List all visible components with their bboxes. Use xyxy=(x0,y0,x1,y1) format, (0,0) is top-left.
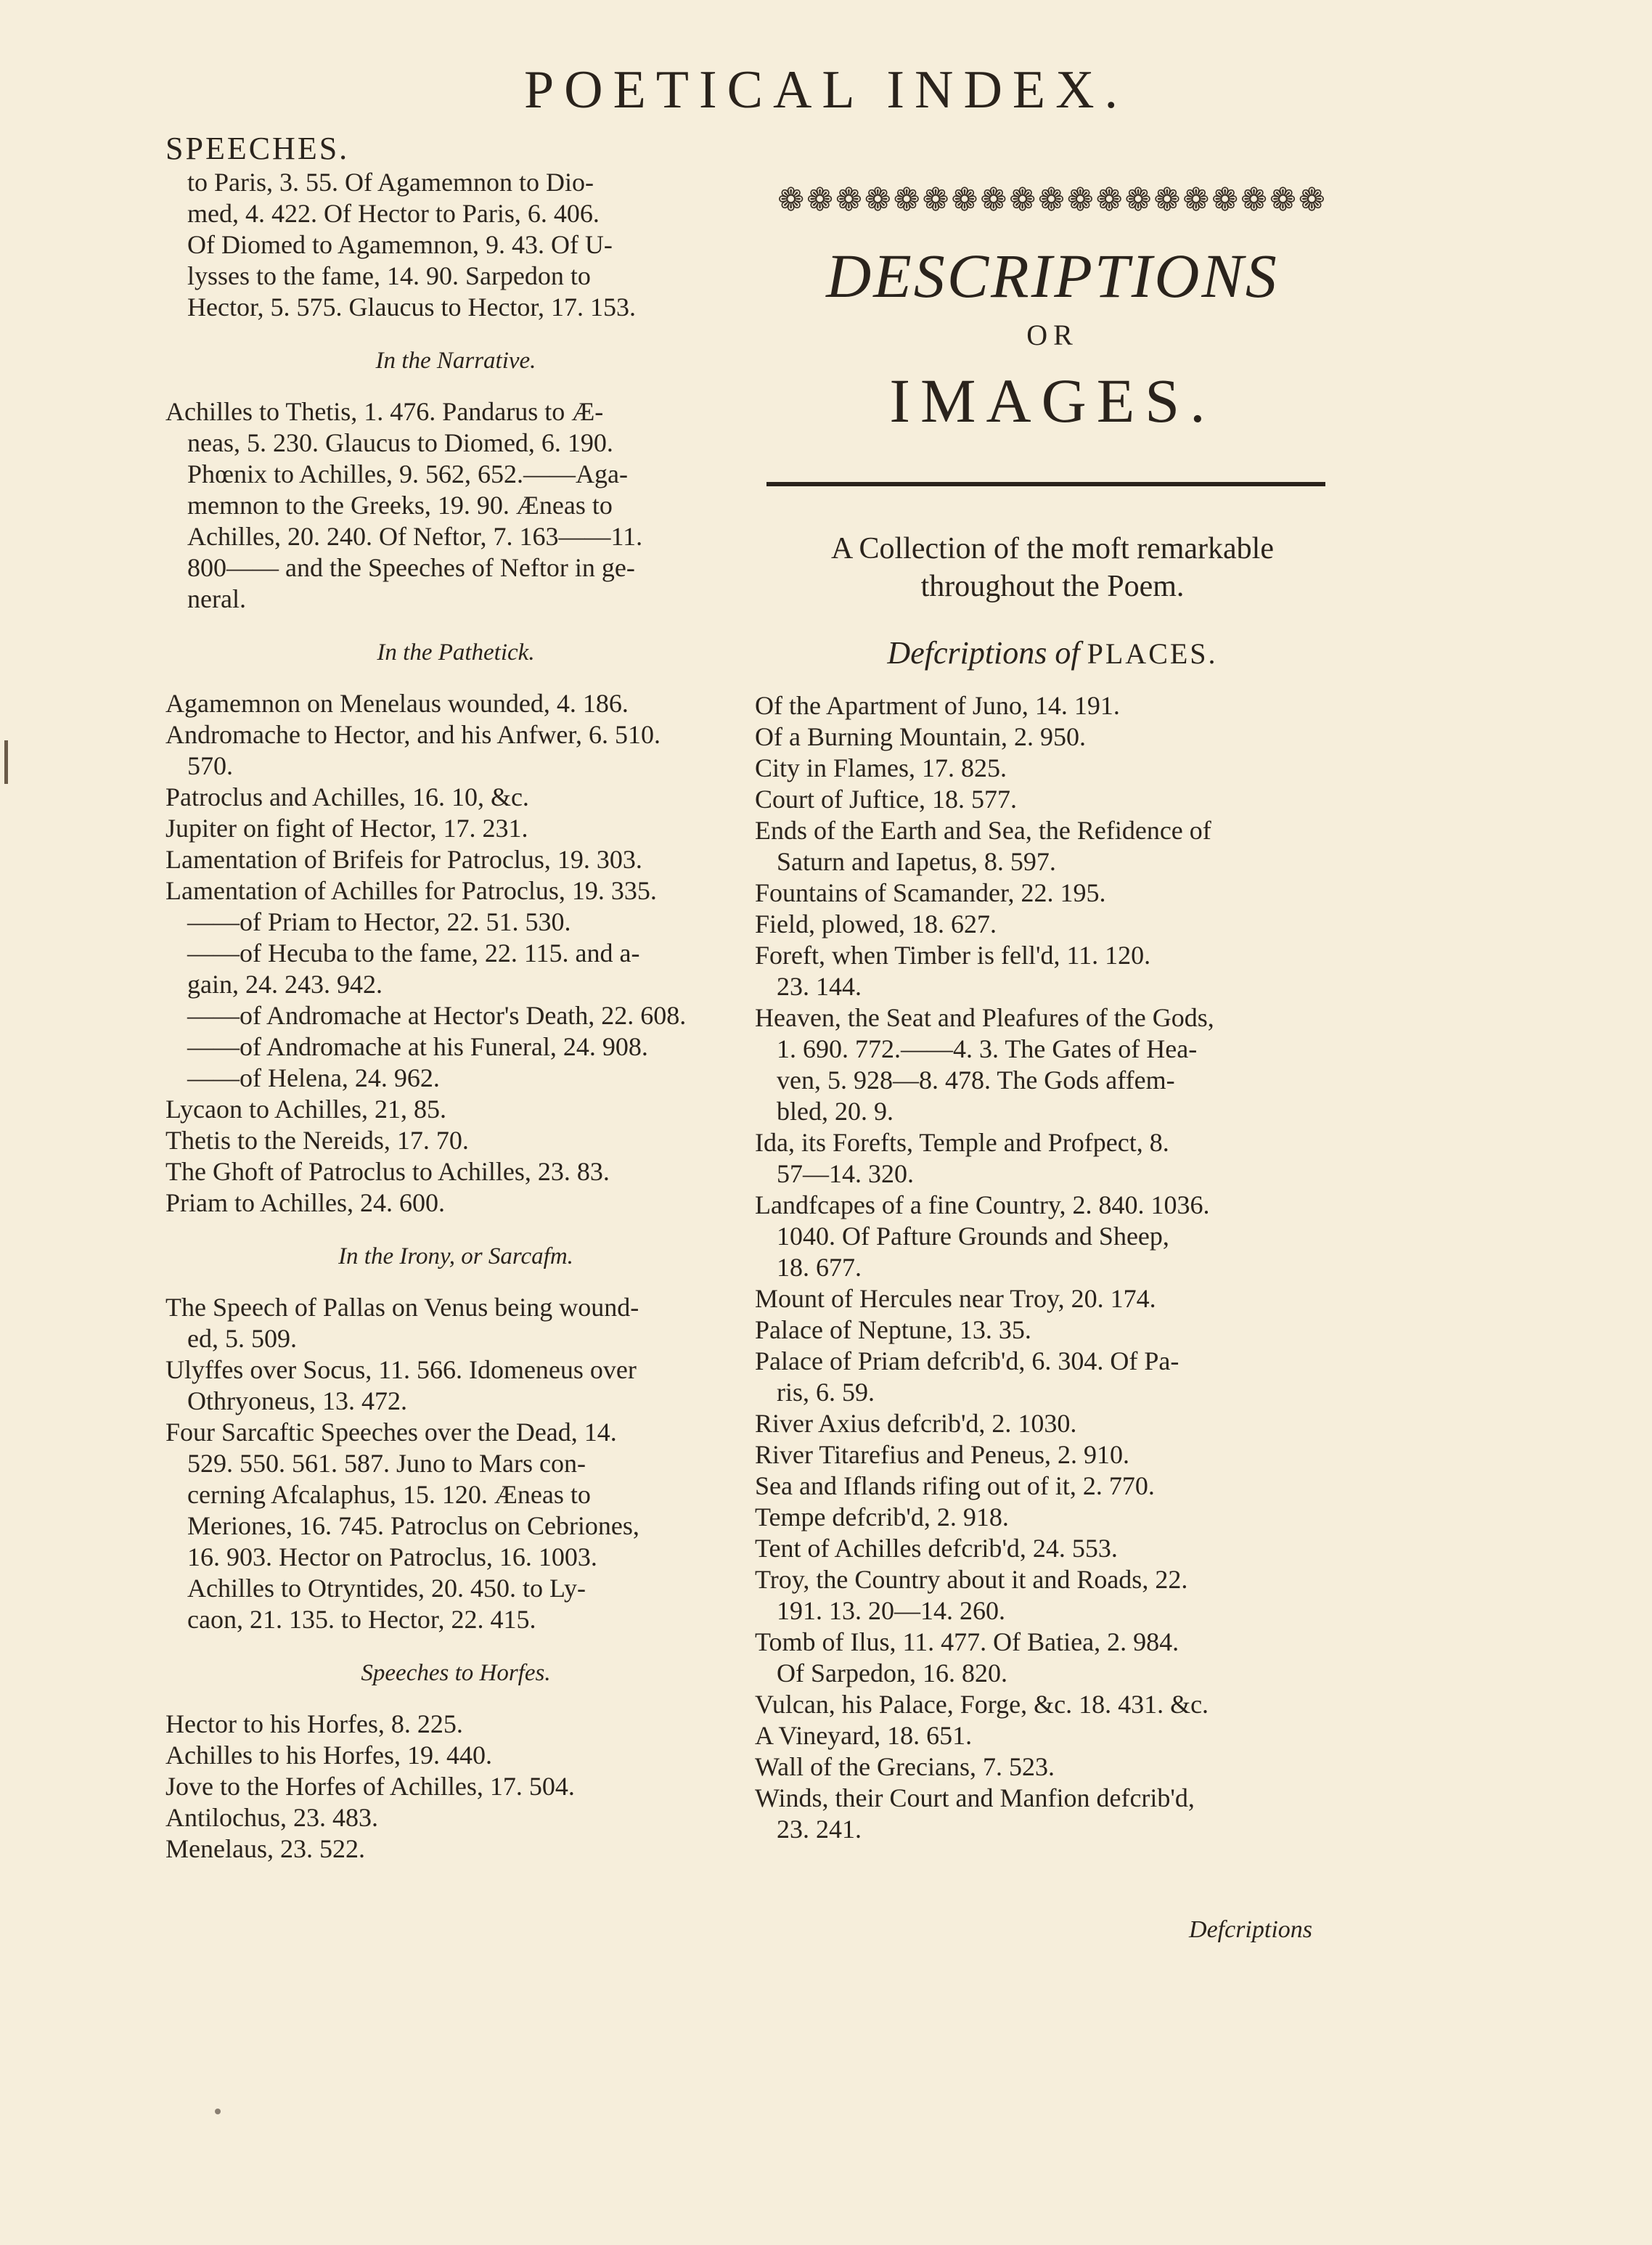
place-entry: Wall of the Grecians, 7. 523. xyxy=(755,1752,1055,1781)
places-heading xyxy=(755,634,1350,671)
place-entry: Ends of the Earth and Sea, the Refidence of xyxy=(755,816,1211,845)
images-title: IMAGES. xyxy=(889,366,1216,435)
index-line: Othryoneus, 13. 472. xyxy=(187,1386,407,1415)
index-line: Agamemnon on Menelaus wounded, 4. 186. xyxy=(165,689,629,718)
place-entry: Field, plowed, 18. 627. xyxy=(755,909,997,939)
place-entry: Sea and Iflands rifing out of it, 2. 770. xyxy=(755,1471,1155,1500)
index-line: 16. 903. Hector on Patroclus, 16. 1003. xyxy=(187,1542,597,1571)
index-line: Patroclus and Achilles, 16. 10, &c. xyxy=(165,782,529,811)
place-entry: 191. 13. 20—14. 260. xyxy=(777,1596,1005,1625)
index-line: Antilochus, 23. 483. xyxy=(165,1803,378,1832)
place-entry: 57—14. 320. xyxy=(777,1159,914,1188)
intro-text xyxy=(755,530,1350,605)
index-line: 570. xyxy=(187,751,233,780)
index-line: ——of Priam to Hector, 22. 51. 530. xyxy=(187,907,571,936)
section-pathetick xyxy=(165,639,746,1219)
place-entry: Court of Juftice, 18. 577. xyxy=(755,785,1017,814)
index-line: 800—— and the Speeches of Neftor in ge- xyxy=(187,553,635,582)
index-line: Lycaon to Achilles, 21, 85. xyxy=(165,1095,446,1124)
place-entry: Vulcan, his Palace, Forge, &c. 18. 431. &c. xyxy=(755,1690,1209,1719)
index-line: Thetis to the Nereids, 17. 70. xyxy=(165,1126,469,1155)
place-entry: Tomb of Ilus, 11. 477. Of Batiea, 2. 984. xyxy=(755,1627,1179,1656)
index-line: Achilles, 20. 240. Of Neftor, 7. 163——11. xyxy=(187,522,643,551)
section-irony xyxy=(165,1243,746,1635)
ink-blot xyxy=(215,2109,221,2114)
index-line: Priam to Achilles, 24. 600. xyxy=(165,1188,445,1217)
intro-line: A Collection of the moft remarkable xyxy=(831,532,1274,565)
index-line: Lamentation of Brifeis for Patroclus, 19. 303. xyxy=(165,845,642,874)
places-heading-italic: Defcriptions of xyxy=(887,635,1080,671)
places-heading-caps: PLACES. xyxy=(1087,637,1218,670)
index-line: The Ghoft of Patroclus to Achilles, 23. 83. xyxy=(165,1157,610,1186)
index-line: Lamentation of Achilles for Patroclus, 19. 335. xyxy=(165,876,657,905)
descriptions-title: DESCRIPTIONS xyxy=(826,241,1279,311)
index-line: Phœnix to Achilles, 9. 562, 652.——Aga- xyxy=(187,459,628,488)
fleuron-ornament: ❁❁❁❁❁❁❁❁❁❁❁❁❁❁❁❁❁❁❁ xyxy=(777,182,1328,218)
index-line: 529. 550. 561. 587. Juno to Mars con- xyxy=(187,1449,586,1478)
place-entry: 1. 690. 772.——4. 3. The Gates of Hea- xyxy=(777,1034,1198,1063)
index-line: memnon to the Greeks, 19. 90. Æneas to xyxy=(187,491,613,520)
speeches-heading: SPEECHES. xyxy=(165,131,350,166)
index-line: lysses to the fame, 14. 90. Sarpedon to xyxy=(187,261,591,290)
index-line: Jupiter on fight of Hector, 17. 231. xyxy=(165,814,528,843)
place-entry: A Vineyard, 18. 651. xyxy=(755,1721,973,1750)
index-line: Four Sarcaftic Speeches over the Dead, 14. xyxy=(165,1418,617,1447)
place-entry: bled, 20. 9. xyxy=(777,1097,894,1126)
place-entry: Saturn and Iapetus, 8. 597. xyxy=(777,847,1056,876)
index-line: Jove to the Horfes of Achilles, 17. 504. xyxy=(165,1772,575,1801)
index-line: Meriones, 16. 745. Patroclus on Cebriones, xyxy=(187,1511,639,1540)
divider-rule xyxy=(766,482,1325,486)
place-entry: 23. 144. xyxy=(777,972,862,1001)
section-title: In the Irony, or Sarcafm. xyxy=(338,1243,573,1269)
place-entry: Heaven, the Seat and Pleafures of the Gods, xyxy=(755,1003,1214,1032)
index-line: Of Diomed to Agamemnon, 9. 43. Of U- xyxy=(187,230,613,259)
index-line: caon, 21. 135. to Hector, 22. 415. xyxy=(187,1605,536,1634)
index-line: Menelaus, 23. 522. xyxy=(165,1834,365,1863)
place-entry: Fountains of Scamander, 22. 195. xyxy=(755,878,1106,907)
index-line: Achilles to Otryntides, 20. 450. to Ly- xyxy=(187,1574,586,1603)
catchword: Defcriptions xyxy=(1189,1916,1312,1943)
index-line: ——of Hecuba to the fame, 22. 115. and a- xyxy=(187,939,640,968)
place-entry: ven, 5. 928—8. 478. The Gods affem- xyxy=(777,1066,1175,1095)
index-line: neral. xyxy=(187,584,246,613)
place-entry: Foreft, when Timber is fell'd, 11. 120. xyxy=(755,941,1151,970)
place-entry: Winds, their Court and Manfion defcrib'd, xyxy=(755,1783,1195,1812)
place-entry: ris, 6. 59. xyxy=(777,1378,875,1407)
right-column xyxy=(755,180,1350,1845)
place-entry: Of a Burning Mountain, 2. 950. xyxy=(755,722,1086,751)
place-entry: Mount of Hercules near Troy, 20. 174. xyxy=(755,1284,1156,1313)
place-entry: River Titarefius and Peneus, 2. 910. xyxy=(755,1440,1129,1469)
page-title: POETICAL INDEX. xyxy=(523,60,1129,120)
index-line: cerning Afcalaphus, 15. 120. Æneas to xyxy=(187,1480,591,1509)
left-column xyxy=(165,131,746,1865)
index-line: The Speech of Pallas on Venus being wound- xyxy=(165,1293,639,1322)
section-title: In the Pathetick. xyxy=(377,639,535,666)
index-line: Hector, 5. 575. Glaucus to Hector, 17. 153. xyxy=(187,293,636,322)
section-horfes xyxy=(165,1660,746,1865)
place-entry: Of the Apartment of Juno, 14. 191. xyxy=(755,691,1120,720)
index-line: to Paris, 3. 55. Of Agamemnon to Dio- xyxy=(187,168,594,197)
place-entry: Of Sarpedon, 16. 820. xyxy=(777,1659,1007,1688)
index-line: Andromache to Hector, and his Anfwer, 6. 510. xyxy=(165,720,661,749)
index-line: med, 4. 422. Of Hector to Paris, 6. 406. xyxy=(187,199,600,228)
place-entry: City in Flames, 17. 825. xyxy=(755,753,1007,782)
section-title: In the Narrative. xyxy=(375,348,536,374)
place-entry: 23. 241. xyxy=(777,1815,862,1844)
index-line: neas, 5. 230. Glaucus to Diomed, 6. 190. xyxy=(187,428,613,457)
place-entry: Palace of Neptune, 13. 35. xyxy=(755,1315,1031,1344)
section-narrative xyxy=(165,348,746,615)
intro-line: throughout the Poem. xyxy=(920,570,1185,603)
or-line: OR xyxy=(1026,319,1079,351)
section-title: Speeches to Horfes. xyxy=(361,1660,551,1686)
places-list xyxy=(755,690,1350,1845)
place-entry: Tempe defcrib'd, 2. 918. xyxy=(755,1502,1009,1532)
index-line: Achilles to Thetis, 1. 476. Pandarus to Æ- xyxy=(165,397,604,426)
place-entry: 18. 677. xyxy=(777,1253,862,1282)
place-entry: Landfcapes of a fine Country, 2. 840. 1036. xyxy=(755,1190,1210,1219)
place-entry: Ida, its Forefts, Temple and Profpect, 8. xyxy=(755,1128,1169,1157)
place-entry: 1040. Of Pafture Grounds and Sheep, xyxy=(777,1222,1169,1251)
index-line: Achilles to his Horfes, 19. 440. xyxy=(165,1741,492,1770)
index-line: Ulyffes over Socus, 11. 566. Idomeneus over xyxy=(165,1355,637,1384)
index-line: Hector to his Horfes, 8. 225. xyxy=(165,1709,463,1738)
place-entry: Troy, the Country about it and Roads, 22. xyxy=(755,1565,1188,1594)
index-line: ——of Helena, 24. 962. xyxy=(187,1063,440,1092)
index-line: ed, 5. 509. xyxy=(187,1324,297,1353)
edge-mark xyxy=(4,740,8,784)
place-entry: Palace of Priam defcrib'd, 6. 304. Of Pa- xyxy=(755,1346,1179,1375)
speeches-opening xyxy=(165,167,746,323)
index-line: ——of Andromache at his Funeral, 24. 908. xyxy=(187,1032,648,1061)
place-entry: River Axius defcrib'd, 2. 1030. xyxy=(755,1409,1077,1438)
index-line: ——of Andromache at Hector's Death, 22. 608. xyxy=(187,1001,687,1030)
index-line: gain, 24. 243. 942. xyxy=(187,970,383,999)
place-entry: Tent of Achilles defcrib'd, 24. 553. xyxy=(755,1534,1118,1563)
